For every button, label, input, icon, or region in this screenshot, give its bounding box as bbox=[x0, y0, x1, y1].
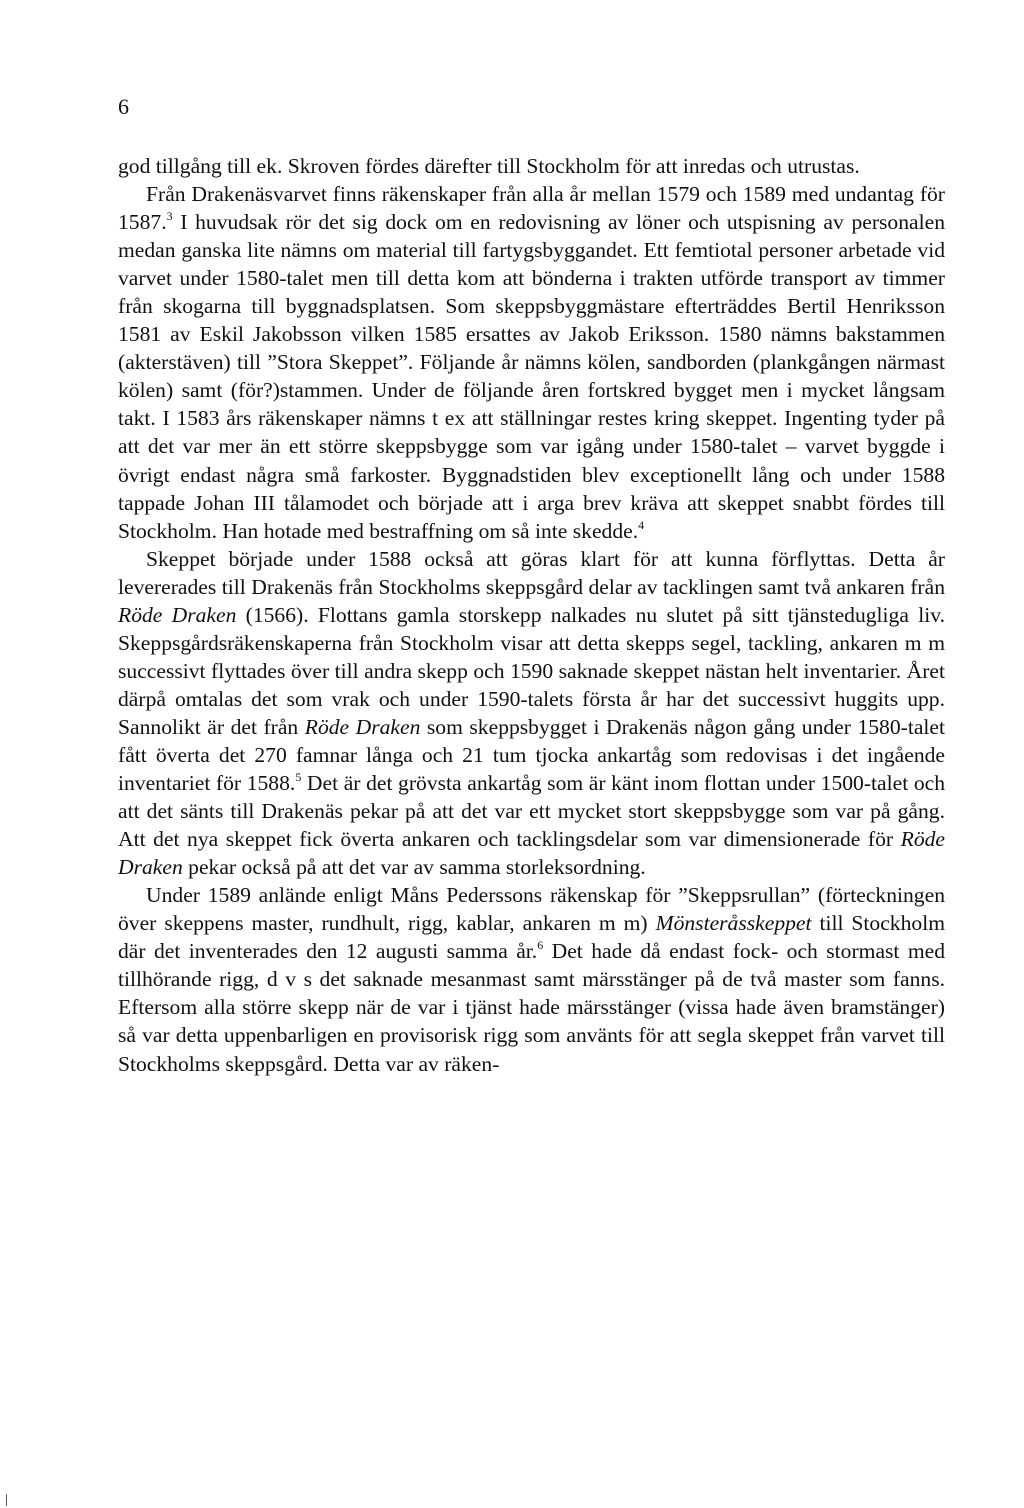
paragraph-4 bbox=[118, 881, 945, 1077]
text-run: pekar också på att det var av samma storleksordning. bbox=[182, 855, 646, 880]
text-run: I huvudsak rör det sig dock om en redovisning av löner och utspisning av personalen medan ganska lite nämns om material till fartygsbyggandet. Ett femtiotal personer arbetade vid varvet under 1580-talet men till detta kom att bönderna i trakten utförde transport av timmer från skogarna till byggnadsplatsen. Som skeppsbyggmästare efterträddes Bertil Henriksson 1581 av Eskil Jakobsson vilken 1585 ersattes av Jakob Eriksson. 1580 nämns bakstammen (akterstäven) till ”Stora Skeppet”. Följande år nämns kölen, sandborden (plankgången närmast kölen) samt (för?)stammen. Under de följande åren fortskred bygget men i mycket långsam takt. I 1583 års räkenskaper nämns t ex att ställningar restes kring skeppet. Ingenting tyder på att det var mer än ett större skeppsbygge som var igång under 1580-talet – varvet byggde i övrigt endast några små farkoster. Byggnadstiden blev exceptionellt lång och under 1588 tappade Johan III tålamodet och började att i arga brev kräva att skeppet snabbt fördes till Stockholm. Han hotade med bestraffning om så inte skedde. bbox=[118, 210, 945, 543]
text-run: Från Drakenäsvarvet finns räkenskaper från alla år mellan 1579 och 1589 med undantag för 1587. bbox=[118, 182, 945, 235]
scan-margin-mark bbox=[6, 1494, 7, 1506]
ship-name: Röde Draken bbox=[304, 714, 421, 739]
ship-name: Röde Draken bbox=[118, 602, 237, 627]
text-run: Under 1589 anlände enligt Måns Pederssons räkenskap för ”Skeppsrullan” (förteckningen över skeppens master, rundhult, rigg, kablar, ankaren m m) bbox=[118, 883, 945, 936]
page-number: 6 bbox=[118, 94, 129, 119]
footnote-marker: 4 bbox=[638, 517, 645, 532]
footnote-marker: 5 bbox=[295, 770, 302, 785]
paragraph-1 bbox=[118, 152, 945, 180]
text-run: till Stockholm där det inventerades den 12 augusti samma år. bbox=[118, 911, 945, 964]
paragraph-3 bbox=[118, 545, 945, 882]
text-run: (1566). Flottans gamla storskepp nalkades nu slutet på sitt tjänstedugliga liv. Skeppsgårdsräkenskaperna från Stockholm visar att detta skepps segel, tackling, ankaren m m successivt flyttades över till andra skepp och 1590 saknade skeppet nästan helt inventarier. Året därpå omtalas det som vrak och under 1590-talets första år har det successivt huggits upp. Sannolikt är det från bbox=[118, 602, 945, 739]
ship-name: Röde Draken bbox=[118, 827, 945, 880]
footnote-marker: 6 bbox=[537, 938, 544, 953]
text-run: god tillgång till ek. Skroven fördes därefter till Stockholm för att inredas och utrustas. bbox=[118, 154, 860, 178]
footnote-marker: 3 bbox=[166, 209, 173, 224]
text-run: Det hade då endast fock- och stormast med tillhörande rigg, d v s det saknade mesanmast samt märsstänger på de två master som fanns. Eftersom alla större skepp när de var i tjänst hade märsstänger (vissa hade även bramstänger) så var detta uppenbarligen en provisorisk rigg som använts för att segla skeppet från varvet till Stockholms skeppsgård. Detta var av räken- bbox=[118, 939, 946, 1076]
text-run: Skeppet började under 1588 också att göras klart för att kunna förflyttas. Detta år levererades till Drakenäs från Stockholms skeppsgård delar av tacklingen samt två ankaren från bbox=[118, 546, 945, 599]
ship-name: Mönsteråsskeppet bbox=[655, 911, 812, 936]
body-text bbox=[118, 152, 945, 1078]
text-run: Det är det grövsta ankartåg som är känt inom flottan under 1500-talet och att det sänts till Drakenäs pekar på att det var ett mycket stort skeppsbygge som var på gång. Att det nya skeppet fick överta ankaren och tacklingsdelar som var dimensionerade för bbox=[118, 771, 945, 852]
paragraph-2 bbox=[118, 180, 945, 545]
text-run: som skeppsbygget i Drakenäs någon gång under 1580-talet fått överta det 270 famnar långa och 21 tum tjocka ankartåg som redovisas i det ingående inventariet för 1588. bbox=[118, 714, 946, 796]
